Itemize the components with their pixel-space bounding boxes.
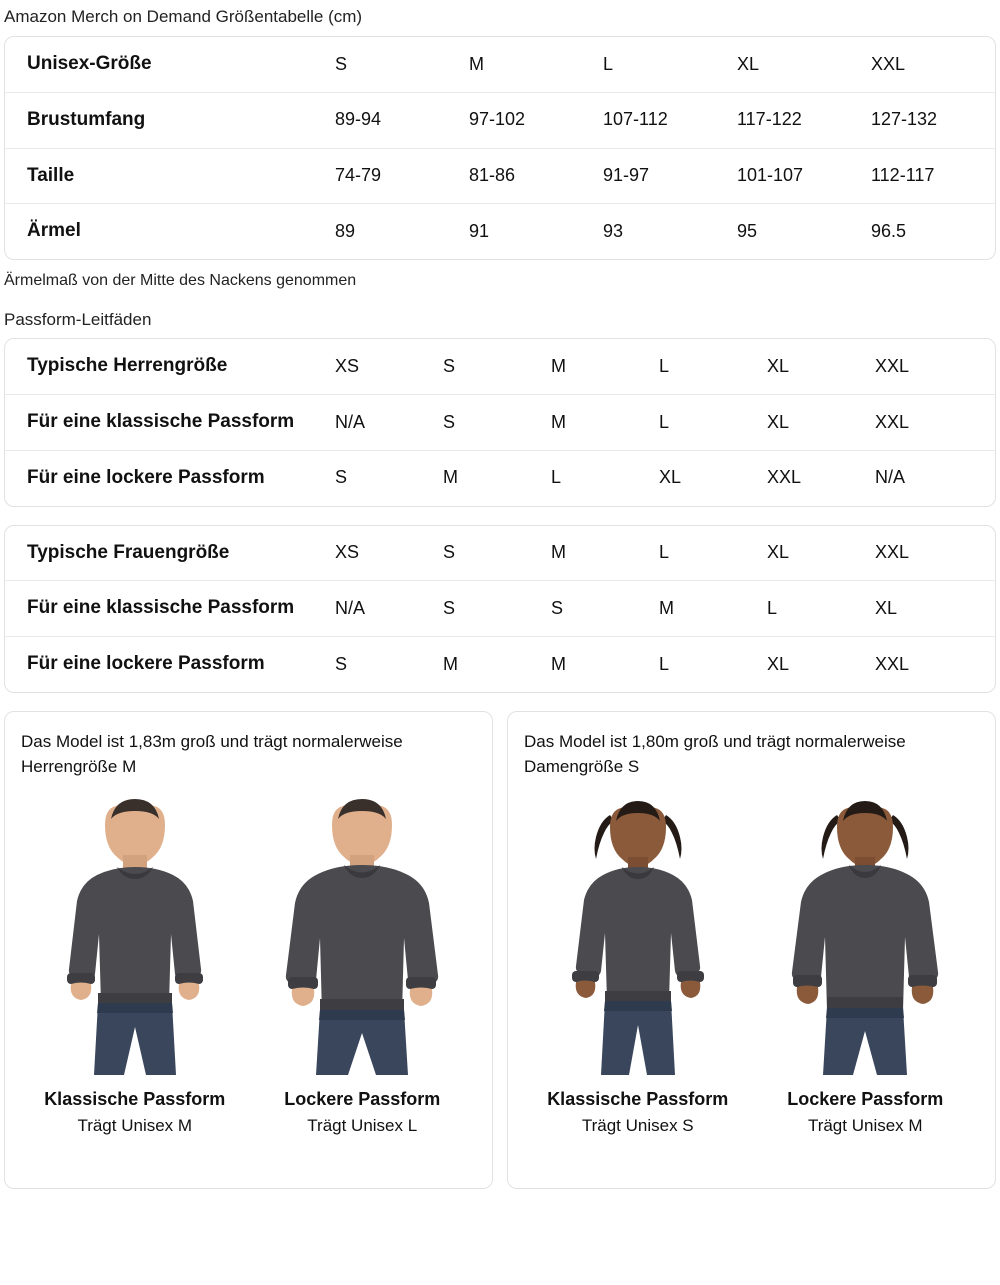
sleeve-measure-note: Ärmelmaß von der Mitte des Nackens genommen	[4, 272, 357, 290]
mens-fit-table	[5, 339, 995, 505]
cell: XXL	[875, 355, 910, 376]
unisex-size-table-card	[4, 36, 996, 260]
cell: M	[443, 450, 551, 505]
cell: N/A	[335, 395, 443, 451]
cell: L	[659, 355, 670, 376]
table-row	[5, 148, 995, 204]
male-classic-fit-figure	[30, 797, 239, 1075]
unisex-size-table	[5, 37, 995, 259]
womens-fit-table-card	[4, 525, 996, 693]
row-label: Ärmel	[5, 204, 335, 259]
cell: 117-122	[737, 92, 871, 148]
mens-fit-table-card	[4, 338, 996, 506]
cell: XL	[767, 355, 790, 376]
cell: 81-86	[469, 148, 603, 204]
cell: M	[551, 637, 659, 692]
page-title: Amazon Merch on Demand Größentabelle (cm)	[4, 7, 363, 26]
female-model-card	[507, 711, 996, 1189]
cell: S	[551, 581, 659, 637]
cell: XS	[335, 355, 360, 376]
cell: 91-97	[603, 148, 737, 204]
male-figure-labels	[21, 1089, 476, 1136]
cell: XXL	[871, 53, 906, 74]
table-row	[5, 450, 995, 505]
cell: S	[335, 450, 443, 505]
cell: XL	[737, 53, 760, 74]
fit-name: Klassische Passform	[44, 1089, 226, 1110]
fit-size: Trägt Unisex L	[307, 1116, 418, 1136]
cell: S	[335, 53, 348, 74]
cell: M	[551, 542, 566, 563]
cell: L	[659, 637, 767, 692]
fit-name: Klassische Passform	[547, 1089, 729, 1110]
fit-size: Trägt Unisex M	[77, 1116, 193, 1136]
row-label: Taille	[5, 148, 335, 204]
table-row	[5, 526, 995, 581]
cell: 91	[469, 204, 603, 259]
cell: XL	[767, 395, 875, 451]
row-label: Unisex-Größe	[27, 53, 152, 75]
table-row	[5, 204, 995, 259]
cell: L	[767, 581, 875, 637]
table-row	[5, 37, 995, 92]
cell: M	[443, 637, 551, 692]
fit-size: Trägt Unisex S	[581, 1116, 694, 1136]
row-label: Für eine lockere Passform	[5, 637, 335, 692]
male-figures	[21, 785, 476, 1075]
female-classic-fit-label	[524, 1089, 752, 1136]
cell: XXL	[875, 637, 995, 692]
female-model-description: Das Model ist 1,80m groß und trägt normalerweise Damengröße S	[524, 732, 906, 776]
cell: N/A	[335, 581, 443, 637]
cell: 127-132	[871, 92, 995, 148]
female-figures	[524, 785, 979, 1075]
spacer	[0, 507, 1000, 525]
fit-guides-heading: Passform-Leitfäden	[4, 310, 152, 330]
cell: 74-79	[335, 148, 469, 204]
model-cards-row	[0, 693, 1000, 1189]
cell: XL	[875, 581, 995, 637]
female-classic-fit-figure	[533, 797, 742, 1075]
cell: S	[335, 637, 443, 692]
cell: 101-107	[737, 148, 871, 204]
cell: 89	[335, 204, 469, 259]
male-model-relaxed-illustration	[262, 797, 462, 1075]
female-relaxed-fit-figure	[761, 797, 970, 1075]
cell: S	[443, 542, 456, 563]
cell: L	[603, 53, 614, 74]
cell: XL	[767, 542, 790, 563]
female-relaxed-fit-label	[752, 1089, 980, 1136]
cell: XXL	[875, 542, 910, 563]
womens-fit-table	[5, 526, 995, 692]
cell: L	[659, 542, 670, 563]
row-label: Typische Herrengröße	[27, 355, 228, 377]
table-row	[5, 339, 995, 394]
row-label: Für eine klassische Passform	[5, 581, 335, 637]
cell: XL	[659, 450, 767, 505]
cell: M	[659, 581, 767, 637]
cell: XS	[335, 542, 360, 563]
cell: 97-102	[469, 92, 603, 148]
cell: S	[443, 355, 456, 376]
female-model-relaxed-illustration	[765, 797, 965, 1075]
table-row	[5, 92, 995, 148]
row-label: Brustumfang	[5, 92, 335, 148]
cell: XXL	[767, 450, 875, 505]
cell: XXL	[875, 395, 995, 451]
row-label: Typische Frauengröße	[27, 541, 230, 563]
cell: M	[551, 395, 659, 451]
cell: 107-112	[603, 92, 737, 148]
male-relaxed-fit-figure	[258, 797, 467, 1075]
cell: S	[443, 395, 551, 451]
male-classic-fit-label	[21, 1089, 249, 1136]
male-relaxed-fit-label	[249, 1089, 477, 1136]
female-model-classic-illustration	[538, 797, 738, 1075]
row-label: Für eine lockere Passform	[5, 450, 335, 505]
cell: 112-117	[871, 148, 995, 204]
fit-name: Lockere Passform	[284, 1089, 441, 1110]
male-model-description: Das Model ist 1,83m groß und trägt normalerweise Herrengröße M	[21, 732, 403, 776]
cell: 89-94	[335, 92, 469, 148]
cell: M	[469, 53, 484, 74]
fit-name: Lockere Passform	[787, 1089, 944, 1110]
cell: XL	[767, 637, 875, 692]
table-row	[5, 395, 995, 451]
fit-size: Trägt Unisex M	[807, 1116, 923, 1136]
cell: 96.5	[871, 204, 995, 259]
cell: 93	[603, 204, 737, 259]
cell: M	[551, 355, 566, 376]
cell: L	[551, 450, 659, 505]
cell: 95	[737, 204, 871, 259]
male-model-card	[4, 711, 493, 1189]
cell: L	[659, 395, 767, 451]
male-model-classic-illustration	[35, 797, 235, 1075]
female-figure-labels	[524, 1089, 979, 1136]
cell: S	[443, 581, 551, 637]
cell: N/A	[875, 450, 995, 505]
table-row	[5, 637, 995, 692]
table-row	[5, 581, 995, 637]
row-label: Für eine klassische Passform	[5, 395, 335, 451]
